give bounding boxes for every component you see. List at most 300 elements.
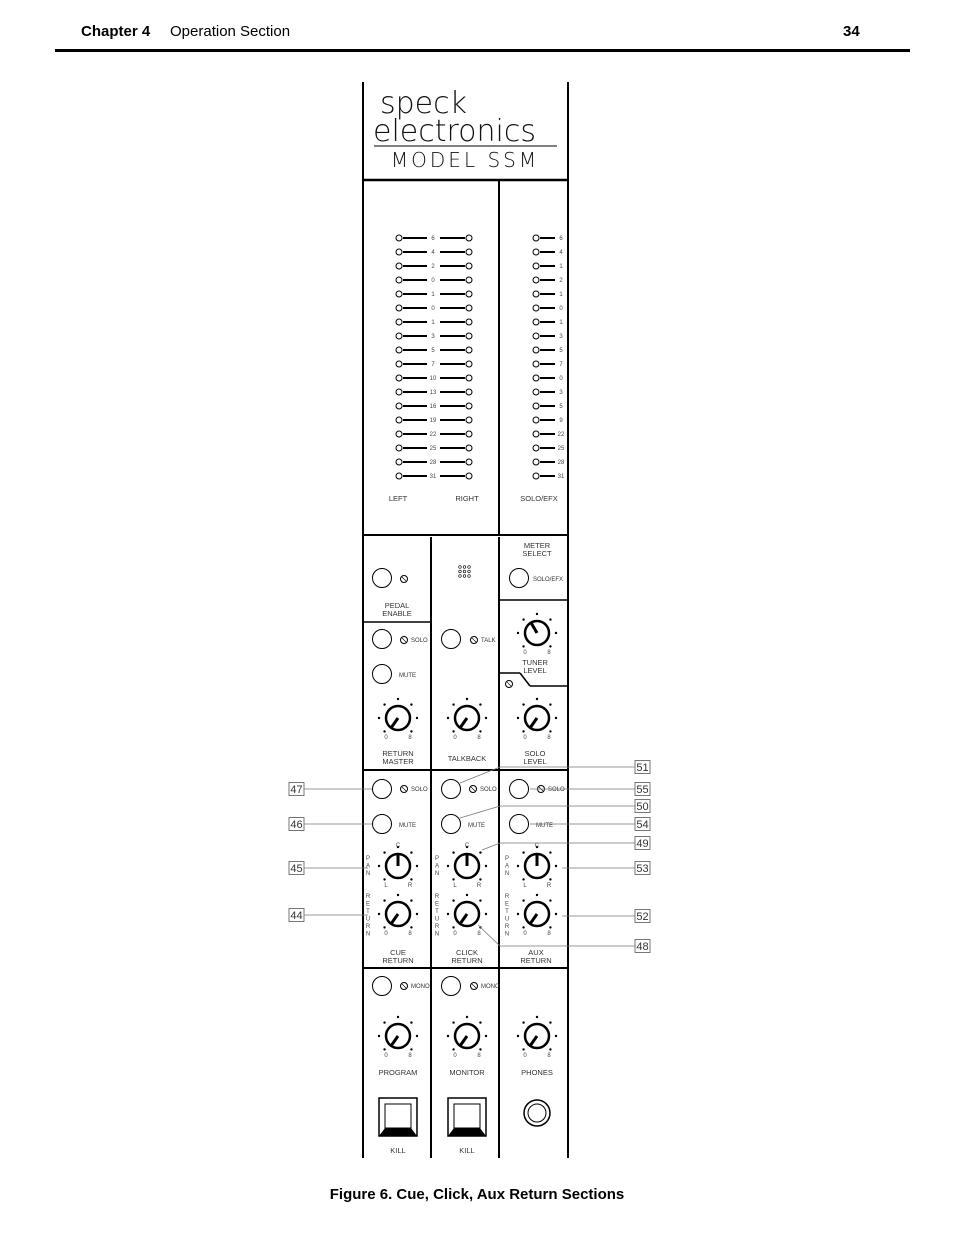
aux-return-knob [517, 894, 557, 937]
solo-level-knob [517, 698, 557, 741]
cue-mute-button [373, 815, 392, 834]
callout-number-50: 50 [636, 801, 649, 813]
click-pan-knob-scale-dot [452, 878, 454, 880]
cue-return-knob-scale-dot [410, 926, 412, 928]
phones-knob-scale-dot [522, 1021, 524, 1023]
pedal-enable-button [373, 569, 392, 588]
monitor-mono-button [442, 977, 461, 996]
return-master-knob-scale-dot [383, 730, 385, 732]
meter-led-left [396, 319, 402, 325]
tuner-level-knob-scale-dot [549, 645, 551, 647]
control-section [366, 566, 565, 1136]
monitor-knob-scale-dot [479, 1048, 481, 1050]
tuner-level-knob-scale-dot [555, 632, 557, 634]
cue-return-knob-scale-dot [383, 926, 385, 928]
meter-scale-lr: 3 [431, 334, 435, 340]
meter-scale-solo: 9 [559, 418, 563, 424]
chapter-label: Chapter 4 [81, 23, 151, 40]
meter-led-left [396, 333, 402, 339]
meter-led-solo [533, 459, 539, 465]
cue-pan-vertical-label: A [365, 863, 371, 870]
talkback-knob [447, 698, 487, 741]
meter-scale-lr: 25 [429, 446, 437, 452]
cue-return-vertical-label: E [365, 901, 371, 908]
meter-scale-solo: 3 [559, 334, 563, 340]
click-mute-label: MUTE [468, 823, 485, 829]
program-knob-scale-dot [397, 1016, 399, 1018]
aux-pan-vertical-label: A [504, 863, 510, 870]
click-return-vertical-label: R [434, 894, 440, 900]
aux-return-vertical-label: R [504, 924, 510, 930]
cue-return-knob-min: 0 [384, 931, 388, 937]
return-master-knob-scale-dot [416, 717, 418, 719]
meter-led-solo [533, 347, 539, 353]
callout-leader-50 [460, 806, 635, 818]
solo-level-knob-scale-dot [549, 703, 551, 705]
aux-mute-label: MUTE [536, 823, 553, 829]
callout-leader-48 [478, 925, 635, 946]
click-return-vertical-label: R [434, 924, 440, 930]
solo-level-knob-scale-dot [536, 698, 538, 700]
callout-number-52: 52 [636, 911, 649, 923]
meter-scale-solo: 6 [559, 236, 563, 242]
talkback-mic-grille [459, 575, 462, 578]
meter-led-left [396, 291, 402, 297]
meter-scale-lr: 2 [431, 264, 435, 270]
meter-led-left [396, 249, 402, 255]
cue-return-knob-scale-dot [416, 913, 418, 915]
program-kill-switch-shadow [379, 1128, 417, 1136]
click-pan-vertical-label: A [434, 863, 440, 870]
click-return-label-1: CLICK [455, 948, 479, 957]
cue-pan-knob-scale-dot [383, 851, 385, 853]
program-knob [378, 1016, 418, 1059]
click-return-knob-scale-dot [485, 913, 487, 915]
cue-pan-knob-scale-dot [383, 878, 385, 880]
meter-led-solo [533, 235, 539, 241]
aux-pan-knob-r: R [546, 883, 552, 889]
talkback-knob-scale-dot [447, 717, 449, 719]
click-return-vertical-label: E [434, 901, 440, 908]
tuner-level-label-1: TUNER [522, 658, 548, 667]
cue-return-knob-scale-dot [378, 913, 380, 915]
talkback-mic-grille [463, 566, 466, 569]
meter-scale-solo: 25 [557, 446, 565, 452]
meter-scale-lr: 1 [431, 292, 435, 298]
meter-led-solo [533, 417, 539, 423]
return-master-knob-scale-dot [378, 717, 380, 719]
meter-scale-lr: 22 [429, 432, 437, 438]
cue-pan-knob-scale-dot [410, 878, 412, 880]
tuner-level-knob-scale-dot [522, 618, 524, 620]
aux-pan-knob-scale-dot [549, 851, 551, 853]
aux-return-knob-scale-dot [549, 926, 551, 928]
solo-level-knob-scale-dot [522, 703, 524, 705]
monitor-knob [447, 1016, 487, 1059]
callout-number-54: 54 [636, 819, 649, 831]
solo-level-knob-scale-dot [517, 717, 519, 719]
aux-pan-knob-scale-dot [555, 865, 557, 867]
cue-return-vertical-label: R [365, 924, 371, 930]
meter-select-label-1: METER [523, 541, 551, 550]
page-number: 34 [843, 23, 860, 40]
meter-led-solo [533, 333, 539, 339]
meter-led-right [466, 375, 472, 381]
meter-scale-lr: 10 [429, 376, 437, 382]
talk-label: TALK [481, 638, 496, 644]
tuner-level-knob-scale-dot [549, 618, 551, 620]
return-master-knob-scale-dot [410, 703, 412, 705]
aux-pan-knob-l: L [523, 883, 527, 889]
solo-level-label-1: SOLO [524, 749, 546, 758]
meter-led-left [396, 459, 402, 465]
meter-scale-lr: 31 [429, 474, 437, 480]
phones-knob-scale-dot [522, 1048, 524, 1050]
program-knob-scale-dot [410, 1048, 412, 1050]
talkback-knob-scale-dot [452, 730, 454, 732]
meter-scale-solo: 31 [557, 474, 565, 480]
program-knob-min: 0 [384, 1053, 388, 1059]
return-master-mute-label: MUTE [399, 673, 416, 679]
click-return-knob-scale-dot [447, 913, 449, 915]
tuner-level-knob-max: 8 [547, 650, 551, 656]
section-title: Operation Section [170, 23, 291, 40]
aux-pan-vertical-label: P [504, 856, 510, 862]
meter-led-left [396, 403, 402, 409]
meter-led-solo [533, 249, 539, 255]
meter-led-left [396, 375, 402, 381]
click-pan-knob-scale-dot [447, 865, 449, 867]
talkback-label: TALKBACK [447, 754, 487, 763]
program-mono-button [373, 977, 392, 996]
meter-scale-lr: 1 [431, 320, 435, 326]
program-knob-scale-dot [383, 1021, 385, 1023]
talkback-knob-scale-dot [479, 703, 481, 705]
meter-led-solo [533, 431, 539, 437]
meter-led-left [396, 431, 402, 437]
talkback-mic-grille [468, 570, 471, 573]
cue-return-vertical-label: R [365, 894, 371, 900]
click-return-knob-scale-dot [466, 894, 468, 896]
aux-return-knob-scale-dot [536, 894, 538, 896]
pedal-enable-label-2: ENABLE [382, 609, 412, 618]
meter-right-label: RIGHT [455, 494, 479, 503]
solo-level-label-2: LEVEL [523, 757, 547, 766]
monitor-knob-scale-dot [479, 1021, 481, 1023]
aux-solo-label: SOLO [548, 787, 565, 793]
phones-jack-inner [528, 1104, 546, 1122]
meter-led-right [466, 473, 472, 479]
callout-number-47: 47 [290, 784, 303, 796]
meter-scale-lr: 19 [429, 418, 437, 424]
aux-pan-knob-scale-dot [522, 878, 524, 880]
meter-select-button [510, 569, 529, 588]
meter-led-right [466, 431, 472, 437]
meter-led-right [466, 305, 472, 311]
meter-led-left [396, 347, 402, 353]
cue-pan-knob-c: C [395, 843, 401, 849]
meter-scale-solo: 28 [557, 460, 565, 466]
meter-led-left [396, 235, 402, 241]
meter-led-solo [533, 319, 539, 325]
click-pan-vertical-label: P [434, 856, 440, 862]
meter-led-right [466, 319, 472, 325]
meter-led-solo [533, 403, 539, 409]
click-return-knob-min: 0 [453, 931, 457, 937]
click-return-label-2: RETURN [451, 956, 483, 965]
meter-led-left [396, 263, 402, 269]
program-knob-scale-dot [416, 1035, 418, 1037]
meter-scale-solo: 1 [559, 320, 563, 326]
aux-return-knob-scale-dot [555, 913, 557, 915]
meter-select-solo-efx: SOLO/EFX [533, 577, 564, 583]
aux-return-vertical-label: U [504, 916, 510, 923]
aux-return-knob-scale-dot [549, 899, 551, 901]
monitor-kill-switch-cap [454, 1104, 480, 1128]
cue-pan-vertical-label: N [365, 871, 371, 877]
cue-pan-vertical-label: P [365, 856, 371, 862]
talkback-mic-grille [468, 575, 471, 578]
program-kill-switch [379, 1098, 417, 1136]
phones-knob-scale-dot [517, 1035, 519, 1037]
aux-return-label-2: RETURN [520, 956, 552, 965]
meter-led-left [396, 473, 402, 479]
cue-return-knob [378, 894, 418, 937]
callout-number-55: 55 [636, 784, 649, 796]
aux-return-knob-max: 8 [547, 931, 551, 937]
click-return-vertical-label: N [434, 931, 440, 938]
cue-solo-button [373, 780, 392, 799]
meter-scale-solo: 22 [557, 432, 565, 438]
kill-label-monitor: KILL [459, 1146, 475, 1155]
meter-select-label-2: SELECT [522, 549, 552, 558]
cue-pan-knob [378, 843, 418, 889]
meter-left-label: LEFT [388, 494, 408, 503]
meter-led-right [466, 235, 472, 241]
cue-return-label-2: RETURN [382, 956, 414, 965]
meter-led-solo [533, 361, 539, 367]
click-mute-button [442, 815, 461, 834]
talkback-mic-grille [459, 570, 462, 573]
meter-scale-lr: 5 [431, 348, 435, 354]
meter-scale-solo: 5 [559, 348, 563, 354]
meter-led-solo [533, 473, 539, 479]
meter-led-right [466, 347, 472, 353]
aux-pan-knob-scale-dot [549, 878, 551, 880]
return-master-solo-button [373, 630, 392, 649]
talk-button [442, 630, 461, 649]
meter-scale-solo: 4 [559, 250, 563, 256]
meter-led-right [466, 389, 472, 395]
meter-led-left [396, 417, 402, 423]
meter-scale-solo: 2 [559, 278, 563, 284]
click-solo-label: SOLO [480, 787, 497, 793]
meter-solo-label: SOLO/EFX [520, 494, 558, 503]
meter-led-solo [533, 375, 539, 381]
meter-scale-solo: 7 [559, 362, 563, 368]
meter-led-left [396, 389, 402, 395]
meter-scale-lr: 0 [431, 306, 435, 312]
callout-leader-49 [482, 843, 635, 850]
program-knob-max: 8 [408, 1053, 412, 1059]
aux-return-label-1: AUX [528, 948, 544, 957]
meter-scale-lr: 4 [431, 250, 435, 256]
monitor-knob-scale-dot [485, 1035, 487, 1037]
cue-return-vertical-label: T [366, 909, 370, 915]
meter-led-right [466, 263, 472, 269]
pedal-enable-label-1: PEDAL [384, 601, 410, 610]
solo-level-knob-scale-dot [522, 730, 524, 732]
meter-led-solo [533, 445, 539, 451]
monitor-knob-max: 8 [477, 1053, 481, 1059]
talkback-mic-grille [459, 566, 462, 569]
click-pan-knob [447, 843, 487, 889]
phones-knob-scale-dot [549, 1021, 551, 1023]
click-pan-knob-scale-dot [485, 865, 487, 867]
cue-return-label-1: CUE [390, 948, 406, 957]
aux-return-knob-scale-dot [522, 899, 524, 901]
meter-led-right [466, 291, 472, 297]
click-return-knob-max: 8 [477, 931, 481, 937]
click-pan-knob-c: C [464, 843, 470, 849]
solo-level-knob-scale-dot [555, 717, 557, 719]
program-knob-scale-dot [410, 1021, 412, 1023]
monitor-knob-min: 0 [453, 1053, 457, 1059]
callout-number-49: 49 [636, 838, 649, 850]
meter-led-solo [533, 305, 539, 311]
cue-return-knob-scale-dot [383, 899, 385, 901]
aux-return-knob-scale-dot [522, 926, 524, 928]
cue-return-knob-scale-dot [397, 894, 399, 896]
phones-knob [517, 1016, 557, 1059]
tuner-level-knob-scale-dot [536, 613, 538, 615]
tuner-level-knob [517, 613, 557, 656]
talkback-knob-scale-dot [485, 717, 487, 719]
meter-led-solo [533, 263, 539, 269]
meter-led-solo [533, 389, 539, 395]
click-pan-knob-scale-dot [479, 851, 481, 853]
return-master-knob-min: 0 [384, 735, 388, 741]
callout-number-48: 48 [636, 941, 649, 953]
meter-led-right [466, 333, 472, 339]
meter-bridge [396, 235, 565, 480]
aux-return-vertical-label: T [505, 909, 509, 915]
aux-solo-button [510, 780, 529, 799]
meter-scale-lr: 6 [431, 236, 435, 242]
cue-solo-label: SOLO [411, 787, 428, 793]
phones-knob-max: 8 [547, 1053, 551, 1059]
meter-scale-lr: 7 [431, 362, 435, 368]
aux-return-vertical-label: E [504, 901, 510, 908]
aux-mute-button [510, 815, 529, 834]
return-master-mute-button [373, 665, 392, 684]
meter-led-right [466, 249, 472, 255]
phones-knob-scale-dot [536, 1016, 538, 1018]
cue-pan-knob-scale-dot [378, 865, 380, 867]
meter-led-right [466, 403, 472, 409]
click-pan-knob-l: L [453, 883, 457, 889]
talkback-knob-scale-dot [466, 698, 468, 700]
brand-speck: speck [380, 86, 467, 121]
meter-scale-solo: 3 [559, 390, 563, 396]
phones-label: PHONES [521, 1068, 553, 1077]
talkback-knob-max: 8 [477, 735, 481, 741]
monitor-knob-scale-dot [452, 1021, 454, 1023]
meter-led-right [466, 445, 472, 451]
meter-led-right [466, 459, 472, 465]
monitor-knob-scale-dot [466, 1016, 468, 1018]
aux-return-vertical-label: N [504, 931, 510, 938]
tuner-level-label-2: LEVEL [523, 666, 547, 675]
return-master-knob-max: 8 [408, 735, 412, 741]
talkback-mic-grille [463, 570, 466, 573]
cue-return-knob-max: 8 [408, 931, 412, 937]
return-master-label-1: RETURN [382, 749, 414, 758]
program-label: PROGRAM [378, 1068, 418, 1077]
meter-led-solo [533, 291, 539, 297]
phones-knob-scale-dot [555, 1035, 557, 1037]
tuner-level-knob-scale-dot [517, 632, 519, 634]
cue-return-vertical-label: N [365, 931, 371, 938]
cue-pan-knob-scale-dot [410, 851, 412, 853]
model-name: MODEL SSM [390, 148, 540, 172]
meter-scale-solo: 0 [559, 306, 563, 312]
meter-scale-lr: 28 [429, 460, 437, 466]
return-master-label-2: MASTER [382, 757, 414, 766]
aux-pan-knob-scale-dot [517, 865, 519, 867]
cue-mute-label: MUTE [399, 823, 416, 829]
callout-number-44: 44 [290, 910, 303, 922]
monitor-knob-scale-dot [452, 1048, 454, 1050]
program-mono-label: MONO [411, 984, 430, 990]
monitor-knob-scale-dot [447, 1035, 449, 1037]
cue-pan-knob-r: R [407, 883, 413, 889]
cue-return-vertical-label: U [365, 916, 371, 923]
program-knob-scale-dot [383, 1048, 385, 1050]
click-pan-knob-scale-dot [452, 851, 454, 853]
phones-knob-scale-dot [549, 1048, 551, 1050]
monitor-kill-switch [448, 1098, 486, 1136]
program-knob-scale-dot [378, 1035, 380, 1037]
cue-pan-knob-l: L [384, 883, 388, 889]
meter-scale-lr: 16 [429, 404, 437, 410]
cue-return-knob-scale-dot [410, 899, 412, 901]
meter-led-left [396, 305, 402, 311]
click-return-knob-scale-dot [452, 899, 454, 901]
meter-scale-solo: 1 [559, 292, 563, 298]
talkback-mic-grille [463, 575, 466, 578]
aux-return-vertical-label: R [504, 894, 510, 900]
aux-return-knob-scale-dot [517, 913, 519, 915]
meter-led-left [396, 445, 402, 451]
click-pan-vertical-label: N [434, 871, 440, 877]
callout-number-51: 51 [636, 762, 649, 774]
talkback-mic-grille [468, 566, 471, 569]
click-return-vertical-label: T [435, 909, 439, 915]
return-master-knob-scale-dot [410, 730, 412, 732]
click-solo-button [442, 780, 461, 799]
aux-pan-knob-scale-dot [522, 851, 524, 853]
meter-led-right [466, 417, 472, 423]
meter-scale-solo: 0 [559, 376, 563, 382]
monitor-mono-label: MONO [481, 984, 500, 990]
aux-pan-knob [517, 843, 557, 889]
meter-led-solo [533, 277, 539, 283]
callout-number-45: 45 [290, 863, 303, 875]
brand-electronics: electronics [373, 114, 537, 149]
meter-led-right [466, 361, 472, 367]
cue-pan-knob-scale-dot [416, 865, 418, 867]
